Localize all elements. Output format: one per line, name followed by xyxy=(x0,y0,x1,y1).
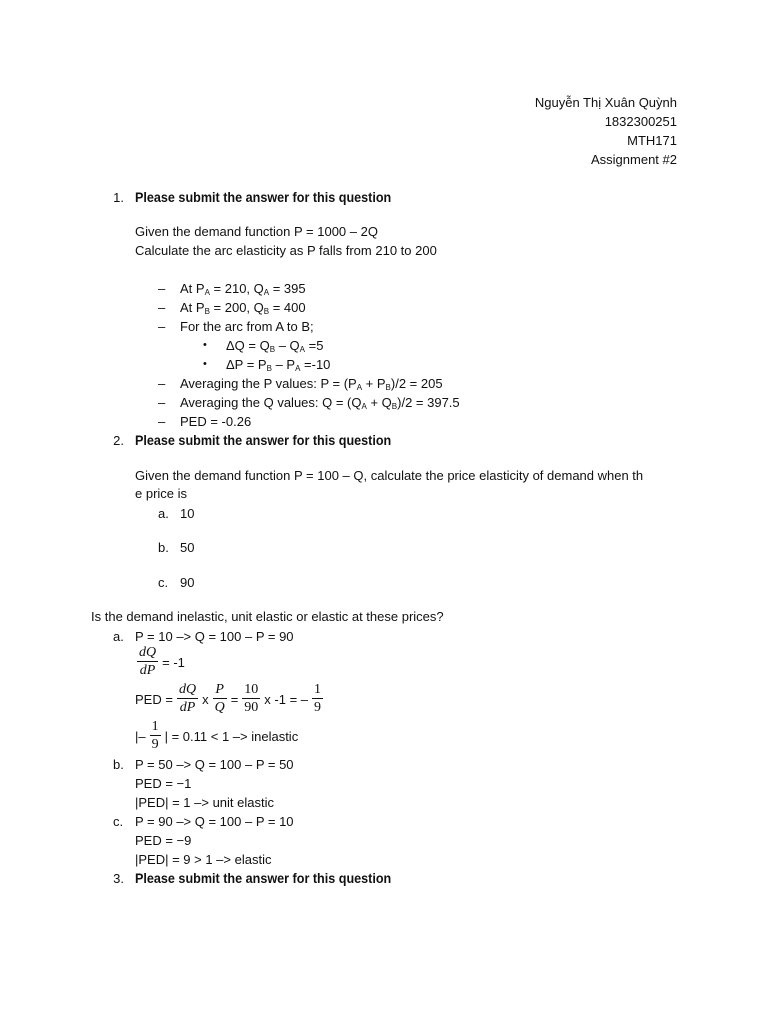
answer-a-derivative: $\frac{dQ}{dP}$ = -1 xyxy=(139,645,185,678)
student-name: Nguyễn Thị Xuân Quỳnh xyxy=(534,95,677,110)
q2-option-label: c. xyxy=(158,575,169,590)
answer-b-line3: |PED| = 1 –> unit elastic xyxy=(135,795,274,810)
student-id: 1832300251 xyxy=(604,114,677,129)
dash-marker: – xyxy=(158,281,166,296)
q1-ped-result: PED = -0.26 xyxy=(180,414,252,429)
q1-point-b: At $P_B = 200$, $Q_B = 400$ xyxy=(180,300,306,316)
answer-c-line3: |PED| = 9 > 1 –> elastic xyxy=(135,852,272,867)
bullet-marker: • xyxy=(203,339,207,351)
ten-ninety-fraction: $\frac{10}{90}$ xyxy=(244,682,259,715)
dash-marker: – xyxy=(158,414,166,429)
q2-option-label: b. xyxy=(158,540,169,555)
q1-point-a: At $P_A = 210$, $Q_A = 395$ xyxy=(180,281,306,297)
q2-title: Please submit the answer for this question xyxy=(135,432,392,448)
dq-dp-fraction: $\frac{dQ}{dP}$ xyxy=(139,645,157,678)
answer-a-label: a. xyxy=(113,629,124,644)
answer-a-line1: P = 10 –> Q = 100 – P = 90 xyxy=(135,629,294,644)
q2-elasticity-question: Is the demand inelastic, unit elastic or elastic at these prices? xyxy=(91,609,444,624)
q3-title: Please submit the answer for this question xyxy=(135,870,392,886)
q1-arc-label: For the arc from A to B; xyxy=(180,319,314,334)
q3-number: 3. xyxy=(113,871,124,886)
dash-marker: – xyxy=(158,319,166,334)
answer-b-line1: P = 50 –> Q = 100 – P = 50 xyxy=(135,757,294,772)
answer-c-line2: PED = −9 xyxy=(135,833,192,848)
bullet-marker: • xyxy=(203,358,207,370)
answer-a-ped-formula: PED = $\frac{dQ}{dP}$ x $\frac{P}{Q}$ = $\frac{10}{90}$ x -1 = – $\frac{1}{9}$ xyxy=(135,682,321,715)
p-q-fraction: $\frac{P}{Q}$ xyxy=(214,682,225,715)
dq-dp-fraction: $\frac{dQ}{dP}$ xyxy=(178,682,197,715)
dash-marker: – xyxy=(158,300,166,315)
answer-b-label: b. xyxy=(113,757,124,772)
answer-c-label: c. xyxy=(113,814,124,829)
answer-b-line2: PED = −1 xyxy=(135,776,192,791)
one-ninth-fraction: $\frac{1}{9}$ xyxy=(314,682,321,715)
q1-task: Calculate the arc elasticity as P falls from 210 to 200 xyxy=(135,243,437,258)
q1-delta-p: $\Delta P = P_B - P_A =-10$ xyxy=(226,357,331,373)
answer-a-abs-value: |– $\frac{1}{9}$ | = 0.11 < 1 –> inelastic xyxy=(135,719,299,752)
q2-number: 2. xyxy=(113,433,124,448)
q2-option-label: a. xyxy=(158,506,169,521)
q1-avg-q: Averaging the Q values: $Q = (Q_A + Q_B)/2 = 397.5$ xyxy=(180,395,460,411)
course-code: MTH171 xyxy=(627,133,677,148)
q1-title: Please submit the answer for this question xyxy=(135,189,392,205)
dash-marker: – xyxy=(158,376,166,391)
q2-option-value: 50 xyxy=(180,540,195,555)
q2-option-value: 10 xyxy=(180,506,195,521)
q2-option-value: 90 xyxy=(180,575,195,590)
q1-given: Given the demand function P = 1000 – 2Q xyxy=(135,224,378,239)
q1-delta-q: $\Delta Q = Q_B - Q_A =5$ xyxy=(226,338,324,354)
dash-marker: – xyxy=(158,395,166,410)
assignment-title: Assignment #2 xyxy=(591,152,677,167)
answer-c-line1: P = 90 –> Q = 100 – P = 10 xyxy=(135,814,294,829)
q1-avg-p: Averaging the P values: $P = (P_A + P_B)/2 = 205$ xyxy=(180,376,443,392)
q1-number: 1. xyxy=(113,190,124,205)
one-ninth-fraction: $\frac{1}{9}$ xyxy=(151,719,159,752)
q2-given: Given the demand function P = 100 – Q, calculate the price elasticity of demand when th xyxy=(135,468,644,483)
q2-given-cont: e price is xyxy=(135,486,188,501)
